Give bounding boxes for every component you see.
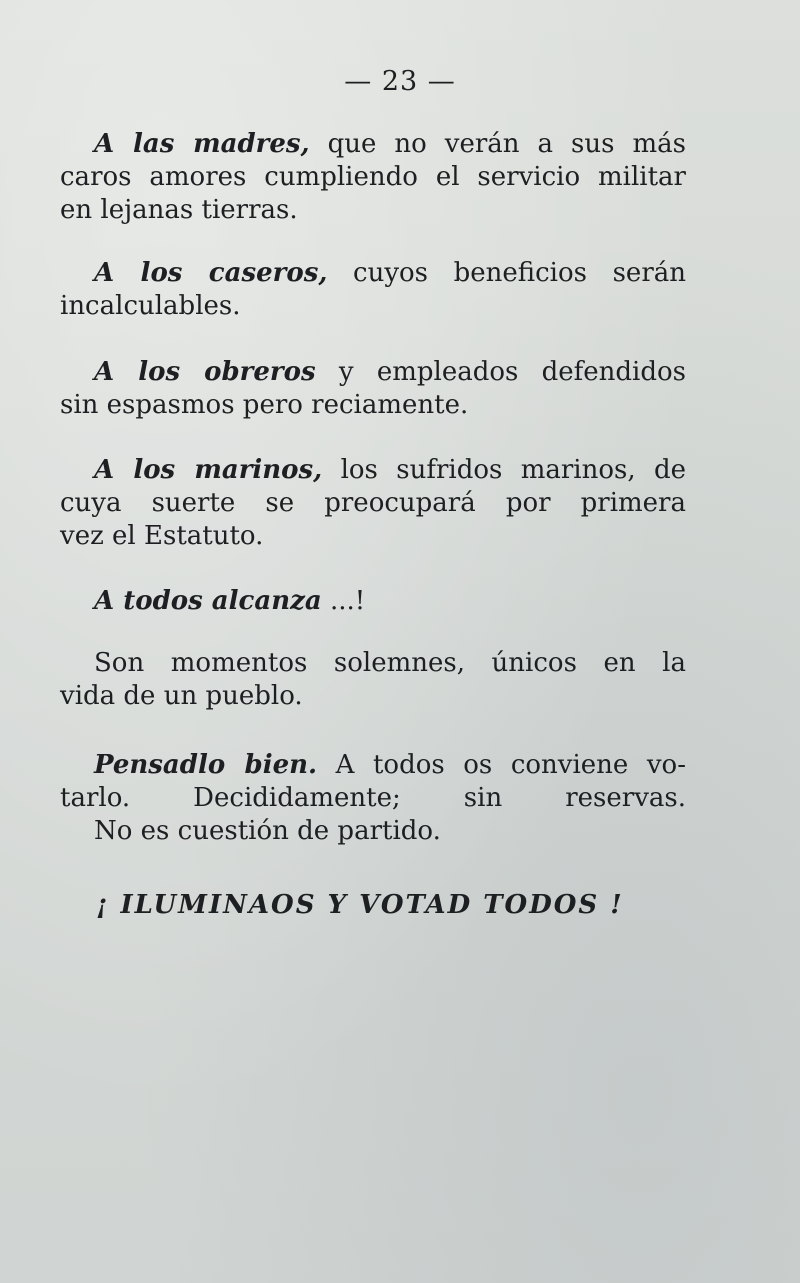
- paragraph-line: No es cuestión de partido.: [94, 816, 441, 846]
- line-text: los sufridos marinos, de: [340, 455, 687, 485]
- italic-lead: A todos alcanza: [94, 586, 322, 616]
- line-text: ...!: [329, 586, 366, 616]
- paragraph-madres: [60, 128, 686, 227]
- paragraph-line: cuya suerte se preocupará por primera: [60, 488, 686, 518]
- paragraph-marinos: [60, 454, 686, 553]
- paragraph-caseros: [60, 257, 686, 323]
- paragraph-line: [60, 585, 686, 618]
- closing-slogan: ¡ ILUMINAOS Y VOTAD TODOS !: [96, 890, 624, 920]
- paragraph-closing: [60, 889, 686, 922]
- paragraph-line: caros amores cumpliendo el servicio militar: [60, 162, 686, 192]
- paragraph-pensadlo: [60, 749, 686, 848]
- italic-lead: A los marinos,: [94, 455, 323, 485]
- paragraph-line: [60, 128, 686, 161]
- paragraph-line: [60, 356, 686, 389]
- paragraph-momentos: [60, 647, 686, 713]
- paragraph-line: vez el Estatuto.: [60, 521, 264, 551]
- paragraph-todos-alcanza: [60, 585, 686, 618]
- line-text: A todos os conviene vo-: [335, 750, 686, 780]
- paragraph-line: [60, 749, 686, 782]
- paragraph-obreros: [60, 356, 686, 422]
- paragraph-line: vida de un pueblo.: [60, 681, 303, 711]
- line-text: cuyos beneficios serán: [353, 258, 686, 288]
- paragraph-line: [60, 454, 686, 487]
- italic-lead: A los caseros,: [94, 258, 328, 288]
- italic-lead: A los obreros: [94, 357, 316, 387]
- italic-lead: Pensadlo bien.: [94, 750, 318, 780]
- line-text: que no verán a sus más: [327, 129, 686, 159]
- paragraph-line: [60, 257, 686, 290]
- paragraph-line: incalculables.: [60, 291, 241, 321]
- paragraph-line: sin espasmos pero reciamente.: [60, 390, 469, 420]
- paragraph-line: tarlo. Decididamente; sin reservas.: [60, 783, 686, 813]
- line-text: y empleados defendidos: [338, 357, 687, 387]
- paragraph-line: Son momentos solemnes, únicos en la: [94, 648, 686, 678]
- italic-lead: A las madres,: [94, 129, 310, 159]
- page-number: — 23 —: [344, 66, 456, 97]
- paragraph-line: en lejanas tierras.: [60, 195, 298, 225]
